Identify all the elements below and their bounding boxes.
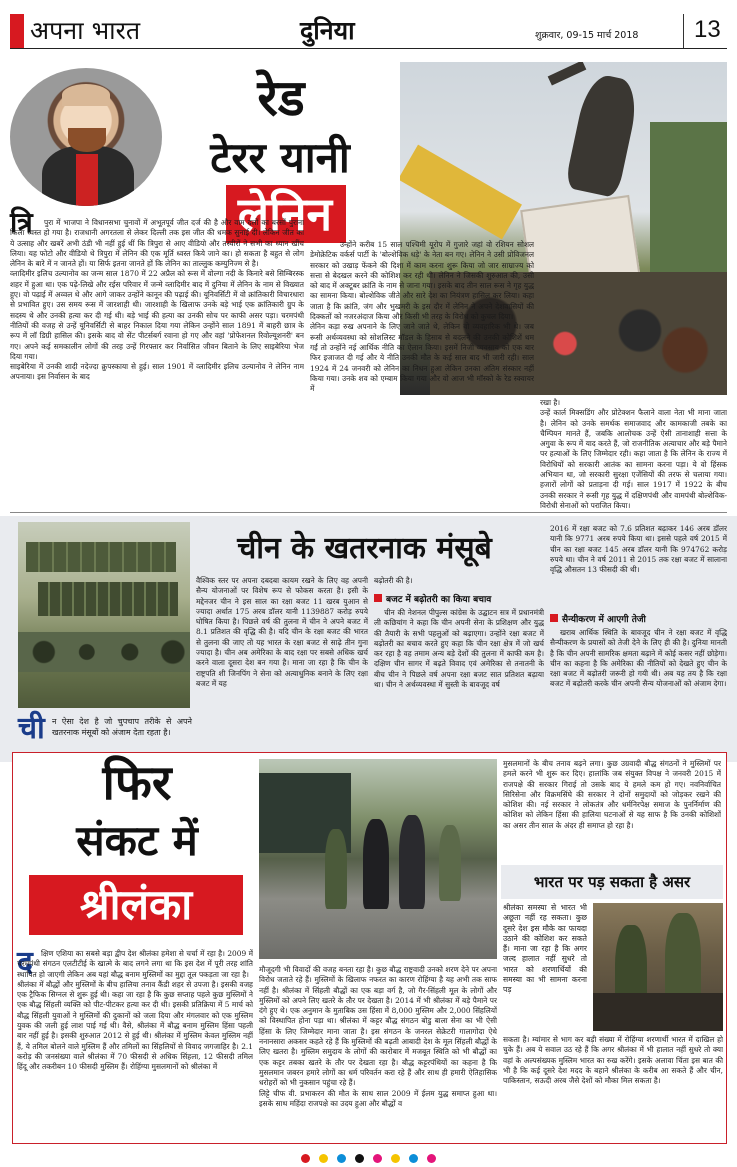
srilanka-headline-line1: फिर <box>102 755 172 811</box>
page-number: 13 <box>694 16 721 43</box>
china-col2-top: बढ़ोतरी की है। <box>374 576 413 585</box>
china-military-photo <box>18 522 190 708</box>
lenin-col1: पुरा में भाजपा ने विधानसभा चुनावों में अभूतपूर्व जीत दर्ज की है और वाम दलों का बरसों पुराना किला ध्वस्त हो गया है। राजधानी अगरतला से लेकर दिल्ली तक इस जीत की धमक सुनाई दी। लेकिन जीत का ये उत्साह और खबरें अभी ठंडी भी नहीं हुई थीं कि त्रिपुरा से आए वीडियो और तस्वीरों ने सभी का ध्यान खींच लिया। यह फोटो और वीडियो थे त्रिपुरा में लेनिन की एक मूर्ति ध्वस्त किये जाने का। हो सकता है बहुत से लोग लेनिन के बारे में न जानते हों। या सिर्फ इतना जानते हों कि लेनिन का ताल्लुक कम्युनिज्म से है। व्लादिमीर इलिच उल्यानोव का जन्म साल 1870 में 22 अप्रैल को रूस में वोल्गा नदी के किनारे बसे सिम्बिरस्क शहर में हुआ था। एक पढ़े-लिखे और रईस परिवार में जन्मे व्लादिमीर बाद में दुनिया में लेनिन के नाम से विख्यात हुए। वो पढ़ाई में अव्वल थे और आगे जाकर उन्होंने कानून की पढ़ाई की। यूनिवर्सिटी में वो क्रांतिकारी विचारधारा से प्रभावित हुए। उस समय रूस में जारशाही थी। जारशाही के खिलाफ उनके बड़े भाई एक क्रांतिकारी ग्रुप के सदस्य थे और उनकी हत्या कर दी गई थी। बड़े भाई की हत्या का उनकी सोच पर काफी असर पड़ा। चरमपंथी नीतियों की वजह से उन्हें यूनिवर्सिटी से बाहर निकाल दिया गया लेकिन उन्होंने साल 1891 में बाहरी छात्र के रूप में लॉ डिग्री हासिल की। इसके बाद वो सेंट पीटर्सबर्ग रवाना हो गए और वहां 'प्रोफेशनल रिवोल्यूशनरी' बन गए। अपने कई समकालीन लोगों की तरह उन्हें गिरफ्तार कर निर्वासित जीवन बिताने के लिए साइबेरिया भेज दिया गया। साइबेरिया में उनकी शादी नदेज्दा क्रुपस्काया से हुई। साल 1901 में व्लादिमीर इलिच उल्यानोव ने लेनिन नाम अपनाया। इस निर्वासन के बाद <box>10 218 304 382</box>
masthead <box>0 0 737 50</box>
srilanka-headline-line2: संकट में <box>76 816 198 865</box>
china-article <box>0 516 737 762</box>
page-title: दुनिया <box>300 16 355 45</box>
china-subhead2-marker <box>550 614 558 622</box>
section-title: अपना भारत <box>30 16 141 45</box>
srilanka-col2: मौजूदगी भी विवादों की वजह बनता रहा है। कुछ बौद्ध राष्ट्रवादी उनको शरण देने पर अपना विरोध जताते रहे हैं। मुस्लिमों के खिलाफ नफरत का कारण रोहिंग्या है यह अभी तक साफ नहीं है। श्रीलंका में सिंहली बौद्धों का एक बड़ा वर्ग है, जो गैर-सिंहली मूल के लोगों और मुस्लिमों को अपने लिए खतरे के तौर पर देखता है। 2014 में भी श्रीलंका में बड़े पैमाने पर दंगे हुए थे। एक अनुमान के मुताबिक उस हिंसा में 8,000 मुस्लिम और 2,000 सिंहलियों को विस्थापित होना पड़ा था। श्रीलंका में कट्टर बौद्ध संगठन बोडु बाला सेना का भी ऐसी हिंसा के लिए जिम्मेदार माना जाता है। इस संगठन के जनरल सेक्रेटरी गालागोदा ऐथे ननानसारा अकसर कहते रहे हैं कि मुस्लिमों की बढ़ती आबादी देश के मूल सिंहली बौद्धों के लिए खतरा है। मुस्लिम समुदाय के लोगों की कारोबार में मजबूत स्थिति को भी बौद्धों का एक कट्टर तबका खतरे के तौर पर देखता रहा है। बौद्ध कट्टरपंथियों का कहना है कि मुसलमान जबरन हमारे लोगों का धर्म परिवर्तन करा रहे हैं और साथ ही हमारी ऐतिहासिक धरोहरों को भी नुकसान पहुंचा रहे हैं। लिट्टे चीफ वी. प्रभाकरन की मौत के साथ साल 2009 में ईलम युद्ध समाप्त हुआ था। इसके साथ महिंदा राजपक्षे का उदय हुआ और बौद्धों व <box>259 965 497 1108</box>
lenin-drop-cap: त्रि <box>10 206 33 239</box>
srilanka-col1: क्षिण एशिया का सबसे बड़ा द्वीप देश श्रीलंका हमेशा से चर्चा में रहा है। 2009 में चरमपंथी संगठन एलटीटीई के खात्मे के बाद लगने लगा था कि इस देश में पूरी तरह शांति स्थापित हो जाएगी लेकिन अब यहां बौद्ध बनाम मुस्लिमों का मुद्दा तूल पकड़ता जा रहा है। श्रीलंका में बौद्धों और मुस्लिमों के बीच हालिया तनाव कैंडी शहर से उपजा है। इसकी वजह एक ट्रैफिक सिग्नल से शुरू हुई थी। कहा जा रहा है कि कुछ सप्ताह पहले कुछ मुस्लिमों ने एक बौद्ध सिंहली व्यक्ति को पीट-पीटकर हत्या कर दी थी। इसकी प्रतिक्रिया में 5 मार्च को बौद्ध सिंहली युवाओं ने मुस्लिमों की दुकानों को जला दिया और मंगलवार को एक मुस्लिम युवक की जली हुई लाश पाई गई थी। वैसे, श्रीलंका में बौद्ध बनाम मुस्लिम हिंसा पहली बार नहीं हुई है। इसकी शुरुआत 2012 से हुई थी। श्रीलंका में मुस्लिम केवल मुस्लिम नहीं हैं, ये तमिल बोलने वाले मुस्लिम हैं और तमिलों का सिंहलियों से विवाद जगजाहिर है। 2.1 करोड़ की जनसंख्या वाले श्रीलंका में 70 फीसदी से अधिक सिंहला, 12 फीसदी तमिल हिंदू और तकरीबन 10 फीसदी मुस्लिम हैं। रोहिंग्या मुसलमानों को श्रीलंका में <box>17 949 253 1072</box>
srilanka-col3-top: मुसलमानों के बीच तनाव बढ़ने लगा। कुछ उग्रवादी बौद्ध संगठनों ने मुस्लिमों पर हमले करने भी शुरू कर दिए। हालांकि जब संयुक्त विपक्ष ने जनवरी 2015 में राजपक्षे की सरकार गिराई तो उसके बाद ये हमले कम हो गए। नवनिर्वाचित सिरिसेना और विक्रमसिंघे की सरकार ने दोनों समुदायों को जोड़कर रखने की कोशिश की। नई सरकार ने लोकतंत्र और धर्मनिरपेक्ष समाज के पुनर्निर्माण की कोशिश को लेकिन हिंसा की हालिया घटनाओं से यह साफ है कि उनकी कोशिशों का असर तीन साल के अंदर ही समाप्त हो रहा है। <box>503 759 721 830</box>
srilanka-article <box>12 752 727 1144</box>
srilanka-col3-bottom: सकता है। म्यांमार से भाग कर बड़ी संख्या में रोहिंग्या शरणार्थी भारत में दाखिल हो चुके हैं। अब ये सवाल उठ रहे हैं कि अगर श्रीलंका में भी हालात नहीं सुधरे तो क्या वहां के अल्पसंख्यक मुस्लिम भारत का रुख करेंगे। इसके अलावा चिंता इस बात की भी है कि कई दूसरे देश मदद के बहाने श्रीलंका के करीब आ सकते हैं और चीन, पाकिस्तान, सऊदी अरब जैसे देशों को मौका मिल सकता है। <box>503 1035 723 1086</box>
china-subhead2: सैन्यीकरण में आएगी तेजी <box>562 615 646 625</box>
china-headline: चीन के खतरनाक मंसूबे <box>237 531 492 566</box>
china-col2: चीन की नेशनल पीपुल्स कांग्रेस के उद्घाटन सत्र में प्रधानमंत्री ली कछियांग ने कहा कि चीन अपनी सेना के प्रशिक्षण और युद्ध की तैयारी के सभी पहलुओं को बढ़ाएगा। उन्होंने रक्षा बजट में बढ़ोतरी का बचाव करते हुए कहा कि चीन रक्षा क्षेत्र में जो खर्च कर रहा है वह तमाम अन्य बड़े देशों की तुलना में काफी कम है। दक्षिण चीन सागर में बढ़ते विवाद एवं अमेरिका से तनातनी के बीच चीन ने पिछले वर्ष अपना रक्षा बजट सात प्रतिशत बढ़ाया था। चीन ने अर्थव्यवस्था में सुस्ती के बावजूद वर्ष <box>374 608 544 690</box>
china-subhead1-marker <box>374 594 382 602</box>
srilanka-subhead: भारत पर पड़ सकता है असर <box>533 873 691 891</box>
lenin-col3: रखा है। उन्हें कार्ल मिक्सडिंग और प्रोटेक्शन फैलाने वाला नेता भी माना जाता है। लेनिन को उनके समर्थक समाजवाद और कामकाजी तबके का चैम्पियन मानते हैं, जबकि आलोचक उन्हें ऐसी तानाशाही सत्ता के अगुवा के रूप में याद करते हैं, जो राजनीतिक अत्याचार और बड़े पैमाने पर हत्याओं के लिए जिम्मेदार रही। कहा जाता है कि लेनिन के राज्य में विरोधियों को सरकारी आतंक का सामना करना पड़ा। ये वो हिंसक अभियान था, जो सरकारी सुरक्षा एजेंसियों की तरफ से चलाया गया। हजारों लोगों को प्रताड़ना दी गई। साल 1917 में 1922 के बीच उनकी सरकार ने रूसी गृह युद्ध में दक्षिणपंथी और वामपंथी बोल्शेविक-विरोधी सेनाओं को पराजित किया। <box>540 398 727 510</box>
lenin-portrait <box>10 68 162 206</box>
srilanka-police-photo <box>259 759 497 959</box>
china-subhead1: बजट में बढ़ोतरी का किया बचाव <box>386 595 492 605</box>
header-rule <box>10 48 727 49</box>
footer-registration-dots <box>0 1148 737 1160</box>
page-number-box <box>683 14 684 48</box>
section-marker <box>10 14 24 48</box>
china-col3-top: 2016 में रक्षा बजट को 7.6 प्रतिशत बढ़ाकर 146 अरब डॉलर यानी कि 9771 अरब रुपये किया था। इससे पहले वर्ष 2015 में चीन का रक्षा बजट 145 अरब डॉलर यानी कि 974762 करोड़ रुपये था। चीन ने वर्ष 2011 से 2015 तक रक्षा बजट में सालाना वृद्धि औसतन 13 फीसदी की थी। <box>550 524 727 575</box>
lenin-article <box>0 50 737 515</box>
china-col3: खराब आर्थिक स्थिति के बावजूद चीन ने रक्षा बजट में वृद्धि सैन्यीकरण के प्रयासों को तेजी देने के लिए ही की है। दुनिया मानती है कि चीन अपनी सामरिक क्षमता बढ़ाने में कोई कसर नहीं छोड़ेगा। चीन का कहना है कि अमेरिका की नीतियों को देखते हुए चीन के रक्षा बजट में बढ़ोतरी जरूरी हो गयी थी। अब यह तय है कि रक्षा बजट में बढ़ोतरी करके चीन अपनी सैन्य योजनाओं को अंजाम देगा। <box>550 628 727 689</box>
china-col1: वैश्विक स्तर पर अपना दबदबा कायम रखने के लिए वह अपनी सैन्य योजनाओं पर विशेष रूप से फोकस करता है। इसी के मद्देनजर चीन ने इस साल का रक्षा बजट 11 खरब युआन से ज्यादा अर्थात 175 अरब डॉलर यानी 1139887 करोड़ रुपये घोषित किया है। पिछले वर्ष की तुलना में चीन ने अपने बजट में 8.1 प्रतिशत की वृद्धि की है। यदि चीन के रक्षा बजट की भारत से तुलना की जाए तो यह भारत के रक्षा बजट से साढ़े तीन गुना ज्यादा है। चीन अब अमेरिका के बाद रक्षा पर सबसे अधिक खर्च करने वाला दूसरा देश बन गया है। माना जा रहा है कि चीन के राष्ट्रपति शी जिनपिंग ने सेना को अत्याधुनिक बनाने के लिए रक्षा बजट में यह <box>196 576 368 688</box>
china-drop-cap: ची <box>18 711 45 746</box>
china-intro: न ऐसा देश है जो चुपचाप तरीके से अपने खतरनाक मंसूबों को अंजाम देता रहता है। <box>52 717 192 737</box>
srilanka-soldiers-photo <box>593 903 723 1031</box>
lenin-headline-line3: लेनिन <box>237 187 333 241</box>
srilanka-col3-side: श्रीलंका समस्या से भारत भी अछूता नहीं रह सकता। कुछ दूसरे देश इस मौके का फायदा उठाने की कोशिश कर सकते हैं। माना जा रहा है कि अगर जल्द हालात नहीं सुधरे तो भारत को शरणार्थियों की समस्या का भी सामना करना पड़ <box>503 903 587 995</box>
issue-date: शुक्रवार, 09-15 मार्च 2018 <box>535 30 639 41</box>
lenin-headline-line1: रेड <box>257 69 305 127</box>
lenin-divider <box>10 512 727 513</box>
srilanka-headline-line3: श्रीलंका <box>79 880 193 929</box>
lenin-headline-line2: टेरर यानी <box>210 133 350 182</box>
lenin-col2: उन्होंने करीब 15 साल पश्चिमी यूरोप में गुजारे जहां वो रशियन सोशल डेमोक्रेटिक वर्कर्स पार्टी के 'बोल्शेविक धड़े' के नेता बन गए। लेनिन ने उसी प्रोविजनल सरकार को उखाड़ फेंकने की दिशा में काम करना शुरू किया जो जार साम्राज्य को सत्ता से बेदखल करने की कोशिश कर रही थी। लेनिन ने जिसकी शुरुआत की, उसी को बाद में अक्टूबर क्रांति के नाम से जाना गया। इसके बाद तीन साल रूस ने गृह युद्ध का सामना किया। बोल्शेविक जीते और सारे देश का नियंत्रण हासिल कर लिया। कहा जाता है कि क्रांति, जंग और भुखमरी के इस दौर में लेनिन ने अपने देशवासियों की दिक्कतों को नजरअंदाज किया और किसी भी तरह के विरोध को कुचल दिया। लेनिन कड़ा रुख अपनाने के लिए जाने जाते थे, लेकिन वो व्यवहारिक भी थे। जब रूसी अर्थव्यवस्था को सोशलिस्ट मॉडल के हिसाब से बदलने की उनकी कोशिशें थम गईं तो उन्होंने नई आर्थिक नीति का ऐलान किया। इसमें निजी व्यवसाय को एक बार फिर इजाजत दी गई और ये नीति उनकी मौत के कई साल बाद भी जारी रही। साल 1924 में 24 जनवरी को लेनिन का निधन हुआ लेकिन उनका अंतिम संस्कार नहीं किया गया। उनके शव को एम्बाम किया गया और वो आज भी मॉस्को के रेड स्क्वायर में <box>310 240 534 394</box>
srilanka-drop-cap: द <box>17 945 33 980</box>
